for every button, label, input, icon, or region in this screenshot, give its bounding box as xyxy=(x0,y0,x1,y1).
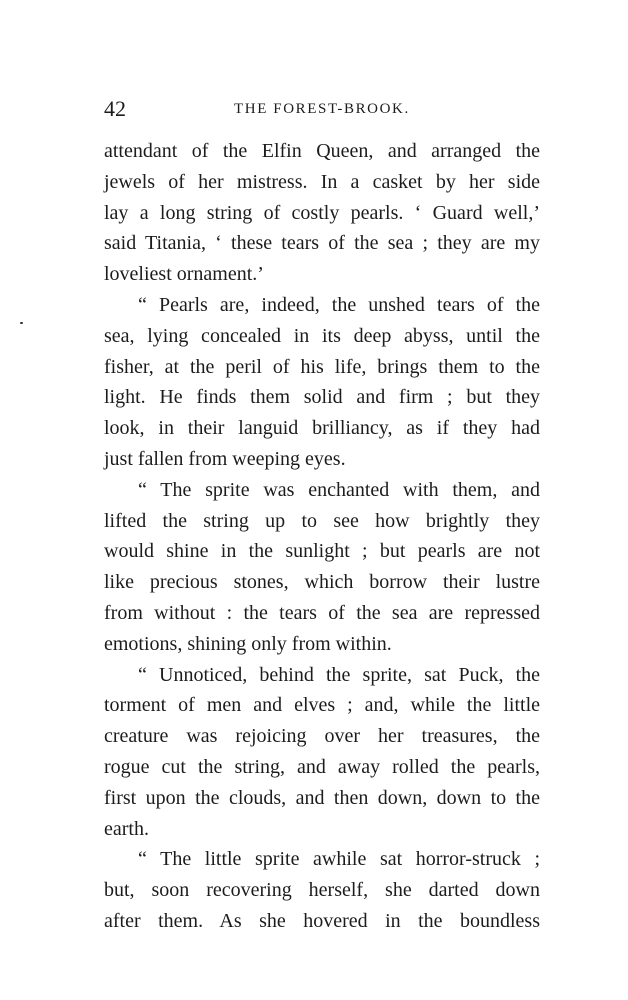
text-line: like precious stones, which borrow their lustre xyxy=(104,571,540,594)
text-line: rogue cut the string, and away rolled the pearls, xyxy=(104,755,540,778)
text-line: torment of men and elves ; and, while the little xyxy=(104,694,540,717)
text-line: lay a long string of costly pearls. ‘ Guard well,’ xyxy=(104,201,540,224)
text-line: loveliest ornament.’ xyxy=(104,263,264,286)
text-line: attendant of the Elfin Queen, and arranged the xyxy=(104,140,540,162)
running-title: THE FOREST-BROOK. xyxy=(234,101,410,117)
text-line: lifted the string up to see how brightly they xyxy=(104,509,540,532)
text-line: fisher, at the peril of his life, brings them to the xyxy=(104,355,540,378)
text-line: but, soon recovering herself, she darted down xyxy=(104,879,540,902)
page-header xyxy=(104,96,540,126)
body-text xyxy=(104,136,540,937)
text-line: “ Unnoticed, behind the sprite, sat Puck, the xyxy=(138,663,540,686)
text-line: would shine in the sunlight ; but pearls are not xyxy=(104,540,540,563)
text-line: from without : the tears of the sea are repressed xyxy=(104,601,540,624)
text-line: emotions, shining only from within. xyxy=(104,632,392,655)
text-line: just fallen from weeping eyes. xyxy=(104,447,346,470)
text-line: earth. xyxy=(104,817,149,840)
text-line: sea, lying concealed in its deep abyss, until the xyxy=(104,324,540,347)
text-line: first upon the clouds, and then down, down to the xyxy=(104,786,540,809)
margin-mark xyxy=(20,322,23,324)
text-line: light. He finds them solid and firm ; but they xyxy=(104,386,540,409)
text-line: after them. As she hovered in the boundless xyxy=(104,909,540,932)
text-line: said Titania, ‘ these tears of the sea ; they are my xyxy=(104,232,540,255)
text-line: jewels of her mistress. In a casket by her side xyxy=(104,170,540,193)
text-line: “ The little sprite awhile sat horror-struck ; xyxy=(138,848,540,871)
text-line: creature was rejoicing over her treasures, the xyxy=(104,725,540,748)
text-line: “ Pearls are, indeed, the unshed tears of the xyxy=(138,293,540,316)
text-line: look, in their languid brilliancy, as if they had xyxy=(104,417,540,440)
text-line: “ The sprite was enchanted with them, and xyxy=(138,478,540,501)
page-number: 42 xyxy=(104,96,126,121)
